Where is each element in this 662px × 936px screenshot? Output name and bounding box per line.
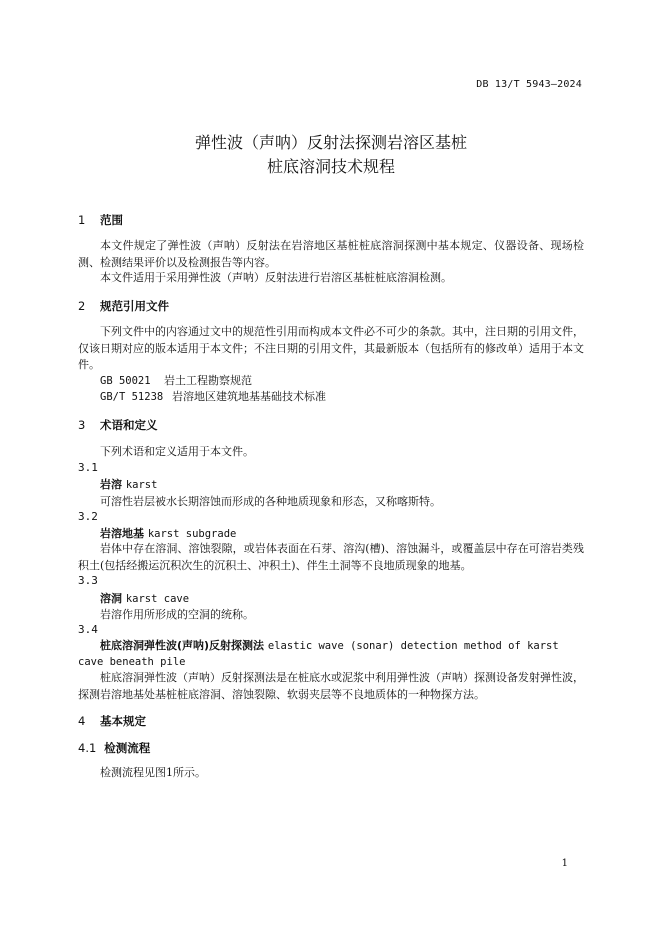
term-definition: 岩体中存在溶洞、溶蚀裂隙，或岩体表面在石芽、溶沟(槽)、溶蚀漏斗，或覆盖层中存在可溶岩类残积土(包括经搬运沉积次生的沉积土、冲积土)、伴生土洞等不良地质现象的地基。	[78, 542, 584, 572]
section-1-paragraph-1: 本文件规定了弹性波（声呐）反射法在岩溶地区基桩桩底溶洞探测中基本规定、仪器设备、现场检测、检测结果评价以及检测报告等内容。	[78, 239, 584, 269]
term-number: 3.4	[78, 623, 98, 636]
normative-reference	[100, 372, 252, 388]
term-number: 3.2	[78, 510, 98, 523]
subsection-number: 4.1	[78, 741, 97, 755]
section-2-heading	[78, 298, 169, 314]
section-3-intro: 下列术语和定义适用于本文件。	[100, 445, 254, 458]
section-title: 基本规定	[100, 714, 146, 728]
section-number: 3	[78, 418, 86, 432]
term-chinese: 岩溶	[100, 478, 122, 491]
term-english: elastic wave (sonar) detection method of karst cave beneath pile	[78, 640, 559, 668]
document-title-line-1: 弹性波（声呐）反射法探测岩溶区基桩	[194, 133, 467, 152]
reference-code: GB 50021	[100, 375, 151, 387]
reference-code: GB/T 51238	[100, 391, 164, 403]
term-definition: 桩底溶洞弹性波（声呐）反射探测法是在桩底水或泥浆中利用弹性波（声呐）探测设备发射弹性波，探测岩溶地基处基桩桩底溶洞、溶蚀裂隙、软弱夹层等不良地质体的一种物探方法。	[78, 671, 584, 701]
term-chinese: 桩底溶洞弹性波(声呐)反射探测法	[100, 639, 265, 652]
page-number: 1	[561, 858, 568, 869]
section-number: 4	[78, 714, 86, 728]
term-heading	[100, 525, 236, 541]
term-number: 3.1	[78, 461, 98, 474]
subsection-4-1-heading	[78, 740, 150, 756]
section-title: 规范引用文件	[100, 299, 169, 313]
term-chinese: 岩溶地基	[100, 527, 144, 540]
section-1-paragraph-2: 本文件适用于采用弹性波（声呐）反射法进行岩溶区基桩桩底溶洞检测。	[100, 271, 452, 284]
section-4-heading	[78, 713, 146, 729]
normative-reference	[100, 388, 326, 404]
term-heading	[100, 476, 157, 492]
section-number: 1	[78, 213, 86, 227]
term-english: karst cave	[125, 593, 190, 605]
term-english: karst	[125, 479, 158, 491]
section-title: 术语和定义	[100, 418, 158, 432]
term-english: karst subgrade	[147, 528, 237, 540]
section-title: 范围	[100, 213, 123, 227]
subsection-title: 检测流程	[104, 741, 151, 755]
reference-name: 岩土工程勘察规范	[164, 374, 252, 387]
term-definition: 可溶性岩层被水长期溶蚀而形成的各种地质现象和形态，又称喀斯特。	[100, 495, 441, 508]
subsection-4-1-text: 检测流程见图1所示。	[100, 766, 206, 779]
term-definition: 岩溶作用所形成的空洞的统称。	[100, 608, 254, 621]
reference-name: 岩溶地区建筑地基基础技术标准	[172, 390, 326, 403]
term-chinese: 溶洞	[100, 592, 122, 605]
section-3-heading	[78, 417, 158, 433]
section-1-heading	[78, 212, 123, 228]
term-number: 3.3	[78, 574, 98, 587]
document-code: DB 13/T 5943—2024	[476, 79, 582, 90]
term-heading	[78, 638, 586, 670]
term-heading	[100, 590, 189, 606]
section-number: 2	[78, 299, 86, 313]
section-2-paragraph-1: 下列文件中的内容通过文中的规范性引用而构成本文件必不可少的条款。其中，注日期的引用文件，仅该日期对应的版本适用于本文件；不注日期的引用文件，其最新版本（包括所有的修改单）适用于本文件。	[78, 325, 584, 371]
document-title-line-2: 桩底溶洞技术规程	[266, 157, 395, 176]
